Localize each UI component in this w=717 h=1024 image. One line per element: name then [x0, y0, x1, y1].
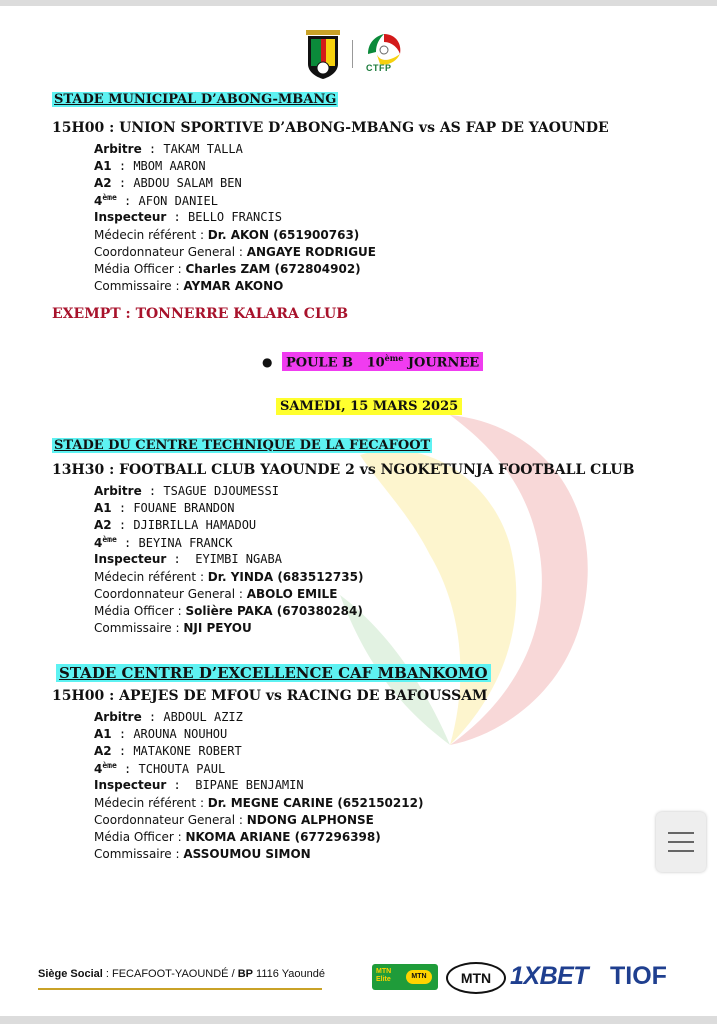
official-line: Arbitre : TAKAM TALLA — [94, 142, 243, 156]
official-line: A1 : AROUNA NOUHOU — [94, 727, 228, 742]
official-line: Médecin référent : Dr. YINDA (683512735) — [94, 569, 364, 584]
official-name: BEYINA FRANCK — [138, 536, 233, 551]
official-role: Commissaire — [94, 278, 172, 293]
official-name: Dr. YINDA (683512735) — [207, 569, 364, 584]
venue2-match: 13H30 : FOOTBALL CLUB YAOUNDE 2 vs NGOKETUNJA FOOTBALL CLUB — [52, 462, 635, 478]
poule-header: POULE B 10ème JOURNEE — [282, 352, 483, 371]
official-role: Commissaire — [94, 846, 172, 861]
venue3-stadium: STADE CENTRE D’EXCELLENCE CAF MBANKOMO — [56, 664, 491, 682]
ctfp-logo — [362, 30, 406, 82]
official-line: Média Officer : Charles ZAM (672804902) — [94, 261, 361, 276]
official-line: Inspecteur : EYIMBI NGABA — [94, 552, 282, 567]
exempt-club: EXEMPT : TONNERRE KALARA CLUB — [52, 306, 349, 322]
official-role: Arbitre — [94, 710, 142, 724]
official-line: Média Officer : NKOMA ARIANE (677296398) — [94, 829, 381, 844]
official-name: Dr. MEGNE CARINE (652150212) — [207, 795, 424, 810]
official-role: Arbitre — [94, 142, 142, 156]
sponsor-mtn: MTN — [446, 962, 506, 994]
official-line: Coordonnateur General : ANGAYE RODRIGUE — [94, 244, 376, 259]
official-line: Médecin référent : Dr. AKON (651900763) — [94, 227, 360, 242]
footer-divider — [38, 988, 322, 990]
official-line: 4ème : AFON DANIEL — [94, 193, 218, 209]
sponsor-tiof: TIOF — [610, 962, 667, 990]
official-name: NJI PEYOU — [183, 620, 252, 635]
official-name: ABOLO EMILE — [246, 586, 338, 601]
venue3-match: 15H00 : APEJES DE MFOU vs RACING DE BAFOUSSAM — [52, 688, 488, 704]
ctfp-logo-text: CTFP — [366, 63, 392, 73]
official-name: MATAKONE ROBERT — [133, 744, 242, 759]
official-role: A1 — [94, 159, 112, 174]
official-line: A2 : MATAKONE ROBERT — [94, 744, 242, 759]
official-role: 4 — [94, 194, 103, 209]
menu-line-icon — [668, 850, 694, 852]
menu-line-icon — [668, 841, 694, 843]
footer-address: Siège Social : FECAFOOT-YAOUNDÉ / BP 1116 Yaoundé — [38, 968, 325, 980]
cameroon-fecafoot-logo — [302, 30, 344, 80]
official-role: 4 — [94, 762, 103, 777]
official-name: AROUNA NOUHOU — [133, 727, 228, 742]
official-role: Inspecteur — [94, 778, 167, 793]
official-name: NKOMA ARIANE (677296398) — [185, 829, 381, 844]
venue1-match: 15H00 : UNION SPORTIVE D’ABONG-MBANG vs AS FAP DE YAOUNDE — [52, 120, 609, 136]
official-line: Coordonnateur General : ABOLO EMILE — [94, 586, 338, 601]
official-line: 4ème : BEYINA FRANCK — [94, 535, 233, 551]
sponsor-1xbet: 1XBET — [510, 962, 589, 990]
official-role: Médecin référent — [94, 227, 197, 242]
official-line: Média Officer : Solière PAKA (670380284) — [94, 603, 363, 618]
official-role: Média Officer — [94, 603, 174, 618]
official-name: Dr. AKON (651900763) — [207, 227, 360, 242]
official-name: ASSOUMOU SIMON — [183, 846, 311, 861]
official-role: Médecin référent — [94, 569, 197, 584]
mtn-small-badge: MTN — [406, 970, 432, 984]
official-line: Arbitre : TSAGUE DJOUMESSI — [94, 484, 279, 498]
official-name: AFON DANIEL — [138, 194, 218, 209]
official-line: Arbitre : ABDOUL AZIZ — [94, 710, 243, 724]
official-name: Solière PAKA (670380284) — [185, 603, 363, 618]
official-role: Arbitre — [94, 484, 142, 498]
official-line: Commissaire : AYMAR AKONO — [94, 278, 284, 293]
official-role: Inspecteur — [94, 210, 167, 225]
official-role: Inspecteur — [94, 552, 167, 567]
floating-menu-button[interactable] — [656, 812, 706, 872]
official-name: AYMAR AKONO — [183, 278, 284, 293]
official-name: MBOM AARON — [133, 159, 206, 174]
logo-separator — [352, 40, 353, 68]
official-line: Médecin référent : Dr. MEGNE CARINE (652150212) — [94, 795, 424, 810]
official-role: Coordonnateur General — [94, 586, 236, 601]
official-role: A1 — [94, 501, 112, 516]
match-date: SAMEDI, 15 MARS 2025 — [276, 398, 462, 415]
official-name: FOUANE BRANDON — [133, 501, 235, 516]
official-role: Média Officer — [94, 261, 174, 276]
official-line: 4ème : TCHOUTA PAUL — [94, 761, 226, 777]
official-role: Coordonnateur General — [94, 244, 236, 259]
official-name: BIPANE BENJAMIN — [195, 778, 304, 793]
official-line: Coordonnateur General : NDONG ALPHONSE — [94, 812, 374, 827]
official-name: TAKAM TALLA — [163, 142, 243, 156]
official-line: A1 : FOUANE BRANDON — [94, 501, 235, 516]
official-line: Inspecteur : BIPANE BENJAMIN — [94, 778, 304, 793]
official-name: DJIBRILLA HAMADOU — [133, 518, 257, 533]
official-line: A2 : DJIBRILLA HAMADOU — [94, 518, 257, 533]
menu-line-icon — [668, 832, 694, 834]
official-name: Charles ZAM (672804902) — [185, 261, 361, 276]
official-line: Inspecteur : BELLO FRANCIS — [94, 210, 282, 225]
official-role: A2 — [94, 176, 112, 191]
official-line: Commissaire : ASSOUMOU SIMON — [94, 846, 311, 861]
bottom-bar — [0, 1016, 717, 1024]
official-name: TCHOUTA PAUL — [138, 762, 226, 777]
sponsor-mtn-elite: MTN Elite MTN — [372, 964, 438, 990]
official-name: BELLO FRANCIS — [188, 210, 282, 225]
official-line: A1 : MBOM AARON — [94, 159, 206, 174]
bullet-icon: ● — [262, 355, 273, 369]
venue1-stadium: STADE MUNICIPAL D’ABONG-MBANG — [54, 92, 337, 107]
official-line: Commissaire : NJI PEYOU — [94, 620, 252, 635]
official-line: A2 : ABDOU SALAM BEN — [94, 176, 242, 191]
official-name: ABDOUL AZIZ — [163, 710, 243, 724]
top-bar — [0, 0, 717, 6]
official-name: EYIMBI NGABA — [195, 552, 282, 567]
official-role: Médecin référent — [94, 795, 197, 810]
official-role: A1 — [94, 727, 112, 742]
official-role: Coordonnateur General — [94, 812, 236, 827]
official-role: Commissaire — [94, 620, 172, 635]
official-role: Média Officer — [94, 829, 174, 844]
official-name: ANGAYE RODRIGUE — [246, 244, 376, 259]
official-name: NDONG ALPHONSE — [246, 812, 374, 827]
official-name: TSAGUE DJOUMESSI — [163, 484, 279, 498]
official-role: 4 — [94, 536, 103, 551]
venue2-stadium: STADE DU CENTRE TECHNIQUE DE LA FECAFOOT — [54, 438, 431, 453]
official-role: A2 — [94, 518, 112, 533]
official-name: ABDOU SALAM BEN — [133, 176, 242, 191]
official-role: A2 — [94, 744, 112, 759]
